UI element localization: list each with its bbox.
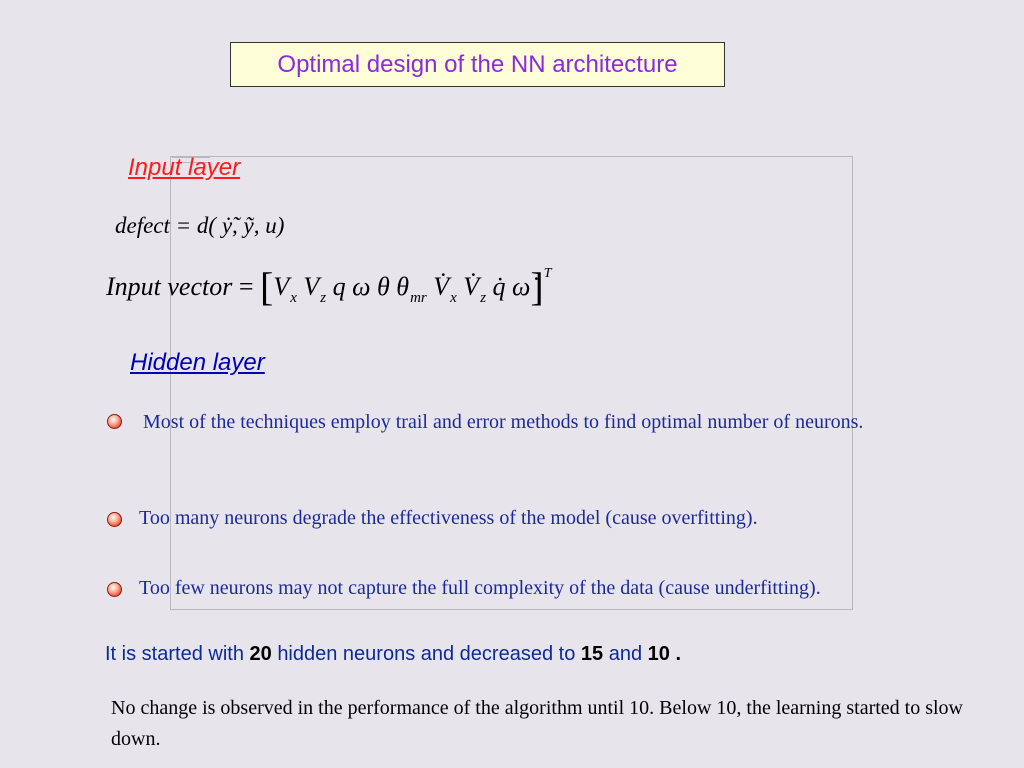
- bullet-item: [107, 410, 883, 438]
- vector-term: θ: [377, 272, 390, 301]
- vector-term: ω: [352, 272, 371, 301]
- started-middle: hidden neurons and decreased to: [277, 643, 576, 665]
- conclusion-text: No change is observed in the performance of the algorithm until 10. Below 10, the learning started to slow down.: [111, 697, 964, 750]
- neurons-start-count: 20: [249, 643, 272, 665]
- vector-term: ω̇: [512, 272, 531, 301]
- bullet-item: [107, 508, 758, 534]
- bullet-text: Too many neurons degrade the effectiveness of the model (cause overfitting).: [139, 507, 758, 529]
- bullet-icon: [107, 582, 122, 597]
- started-and: and: [608, 643, 643, 665]
- bullet-icon: [107, 414, 122, 429]
- started-statement: [105, 643, 681, 666]
- input-vector-label: Input vector: [106, 272, 233, 301]
- vector-subscript: mr: [410, 290, 427, 306]
- vector-subscript: x: [290, 290, 297, 306]
- vector-term: θ: [396, 272, 410, 301]
- input-vector-formula: Input vector = [$V_x$ $V_z$ q ω θ $\theta_{mr}$ $V̇_x$ $V̇_z$ q̇ ω̇]$^T$: [106, 264, 552, 309]
- vector-term: V̇: [463, 272, 480, 301]
- vector-term: V: [273, 272, 290, 301]
- neurons-final-count: 10 .: [647, 643, 681, 665]
- transpose-superscript: T: [543, 266, 552, 281]
- hidden-layer-heading: Hidden layer: [130, 349, 265, 376]
- bullet-icon: [107, 512, 122, 527]
- vector-term: q̇: [492, 272, 506, 301]
- slide-title-text: Optimal design of the NN architecture: [277, 50, 678, 78]
- vector-term: V̇: [433, 272, 450, 301]
- started-prefix: It is started with: [105, 643, 244, 665]
- vector-subscript: x: [450, 290, 457, 306]
- neurons-step-count: 15: [580, 643, 604, 665]
- input-layer-heading: Input layer: [128, 154, 241, 181]
- vector-term: V: [303, 272, 320, 301]
- bullet-text: Most of the techniques employ trail and error methods to find optimal number of neurons.: [143, 411, 864, 433]
- vector-term: q: [332, 272, 346, 301]
- vector-subscript: z: [320, 290, 327, 306]
- bullet-text: Too few neurons may not capture the full complexity of the data (cause underfitting).: [139, 577, 821, 599]
- bullet-item: [107, 578, 821, 604]
- slide-title: [230, 42, 725, 87]
- defect-formula: defect = d( ẏ̃, ỹ, u): [115, 213, 285, 238]
- vector-subscript: z: [480, 290, 487, 306]
